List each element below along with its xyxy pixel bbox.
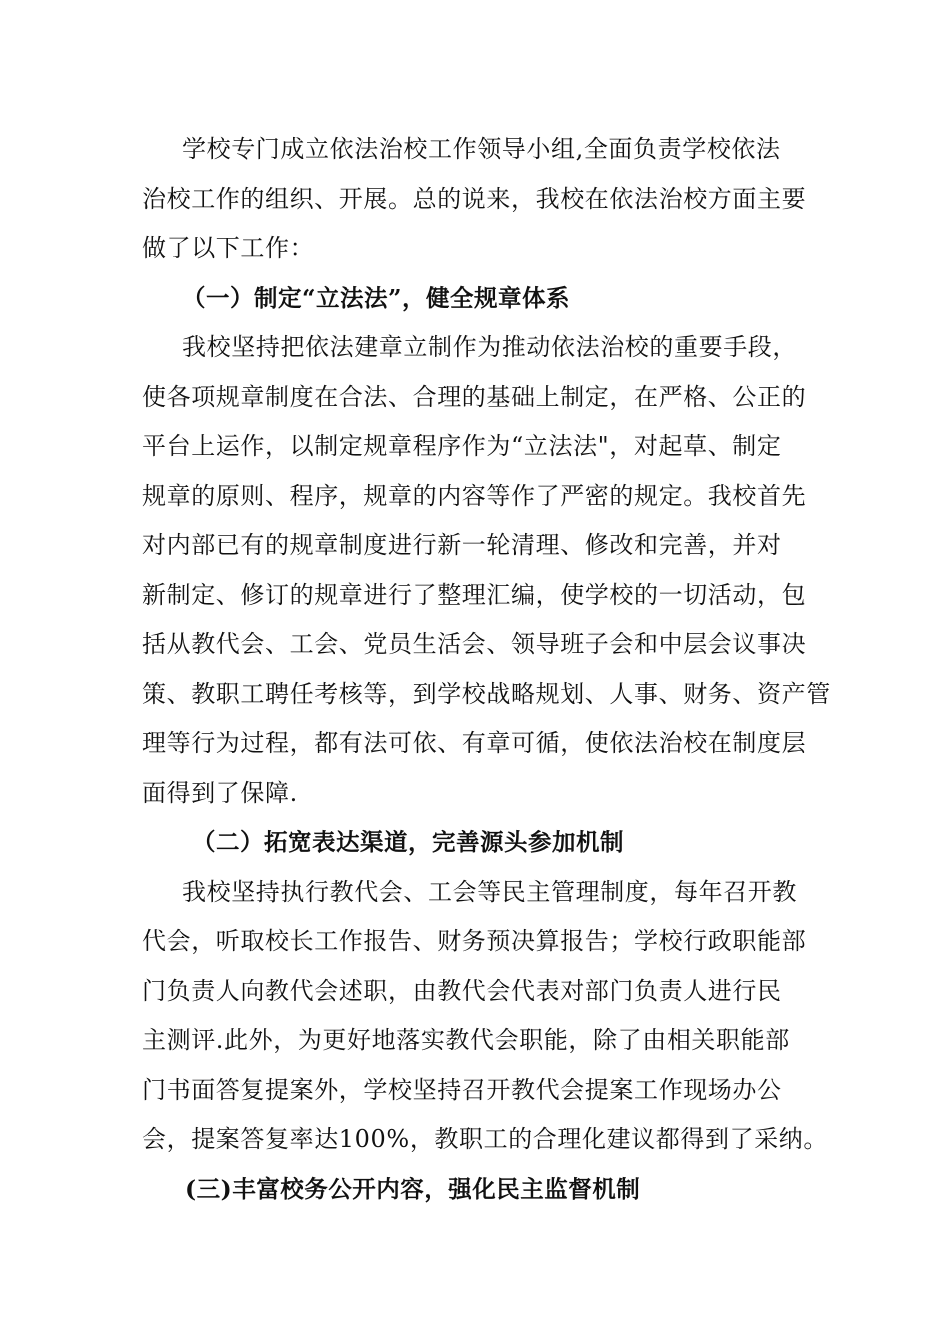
section-heading-2: （二）拓宽表达渠道，完善源头参加机制 bbox=[192, 828, 624, 856]
section-heading-3: (三)丰富校务公开内容，强化民主监督机制 bbox=[185, 1174, 641, 1203]
paragraph-2-line-5: 对内部已有的规章制度进行新一轮清理、修改和完善，并对 bbox=[142, 531, 782, 559]
paragraph-1-line-3: 做了以下工作： bbox=[142, 234, 315, 262]
paragraph-2-line-4: 规章的原则、程序，规章的内容等作了严密的规定。我校首先 bbox=[142, 481, 807, 510]
paragraph-3-line-5: 门书面答复提案外，学校坚持召开教代会提案工作现场办公 bbox=[142, 1075, 782, 1104]
section-heading-1: （一）制定“立法法”，健全规章体系 bbox=[182, 283, 571, 312]
paragraph-2-line-10: 面得到了保障. bbox=[142, 778, 298, 807]
paragraph-3-line-1: 我校坚持执行教代会、工会等民主管理制度，每年召开教 bbox=[182, 877, 797, 906]
paragraph-1-line-1: 学校专门成立依法治校工作领导小组,全面负责学校依法 bbox=[182, 135, 781, 163]
paragraph-2-line-6: 新制定、修订的规章进行了整理汇编，使学校的一切活动，包 bbox=[142, 580, 807, 609]
paragraph-3-line-3: 门负责人向教代会述职，由教代会代表对部门负责人进行民 bbox=[142, 976, 782, 1005]
paragraph-3-line-6: 会，提案答复率达100%，教职工的合理化建议都得到了采纳。 bbox=[142, 1125, 829, 1153]
paragraph-1-line-2: 治校工作的组织、开展。总的说来，我校在依法治校方面主要 bbox=[142, 184, 807, 213]
paragraph-2-line-9: 理等行为过程，都有法可依、有章可循，使依法治校在制度层 bbox=[142, 729, 807, 757]
paragraph-2-line-1: 我校坚持把依法建章立制作为推动依法治校的重要手段， bbox=[182, 333, 797, 361]
document-body bbox=[142, 125, 832, 1214]
paragraph-3-line-4: 主测评.此外，为更好地落实教代会职能，除了由相关职能部 bbox=[142, 1026, 790, 1054]
paragraph-2-line-7: 括从教代会、工会、党员生活会、领导班子会和中层会议事决 bbox=[142, 630, 807, 658]
paragraph-2-line-8: 策、教职工聘任考核等，到学校战略规划、人事、财务、资产管 bbox=[142, 679, 831, 708]
paragraph-3-line-2: 代会，听取校长工作报告、财务预决算报告；学校行政职能部 bbox=[142, 927, 807, 955]
paragraph-2-line-3: 平台上运作，以制定规章程序作为“立法法"，对起草、制定 bbox=[142, 432, 782, 460]
paragraph-2-line-2: 使各项规章制度在合法、合理的基础上制定，在严格、公正的 bbox=[142, 382, 807, 411]
